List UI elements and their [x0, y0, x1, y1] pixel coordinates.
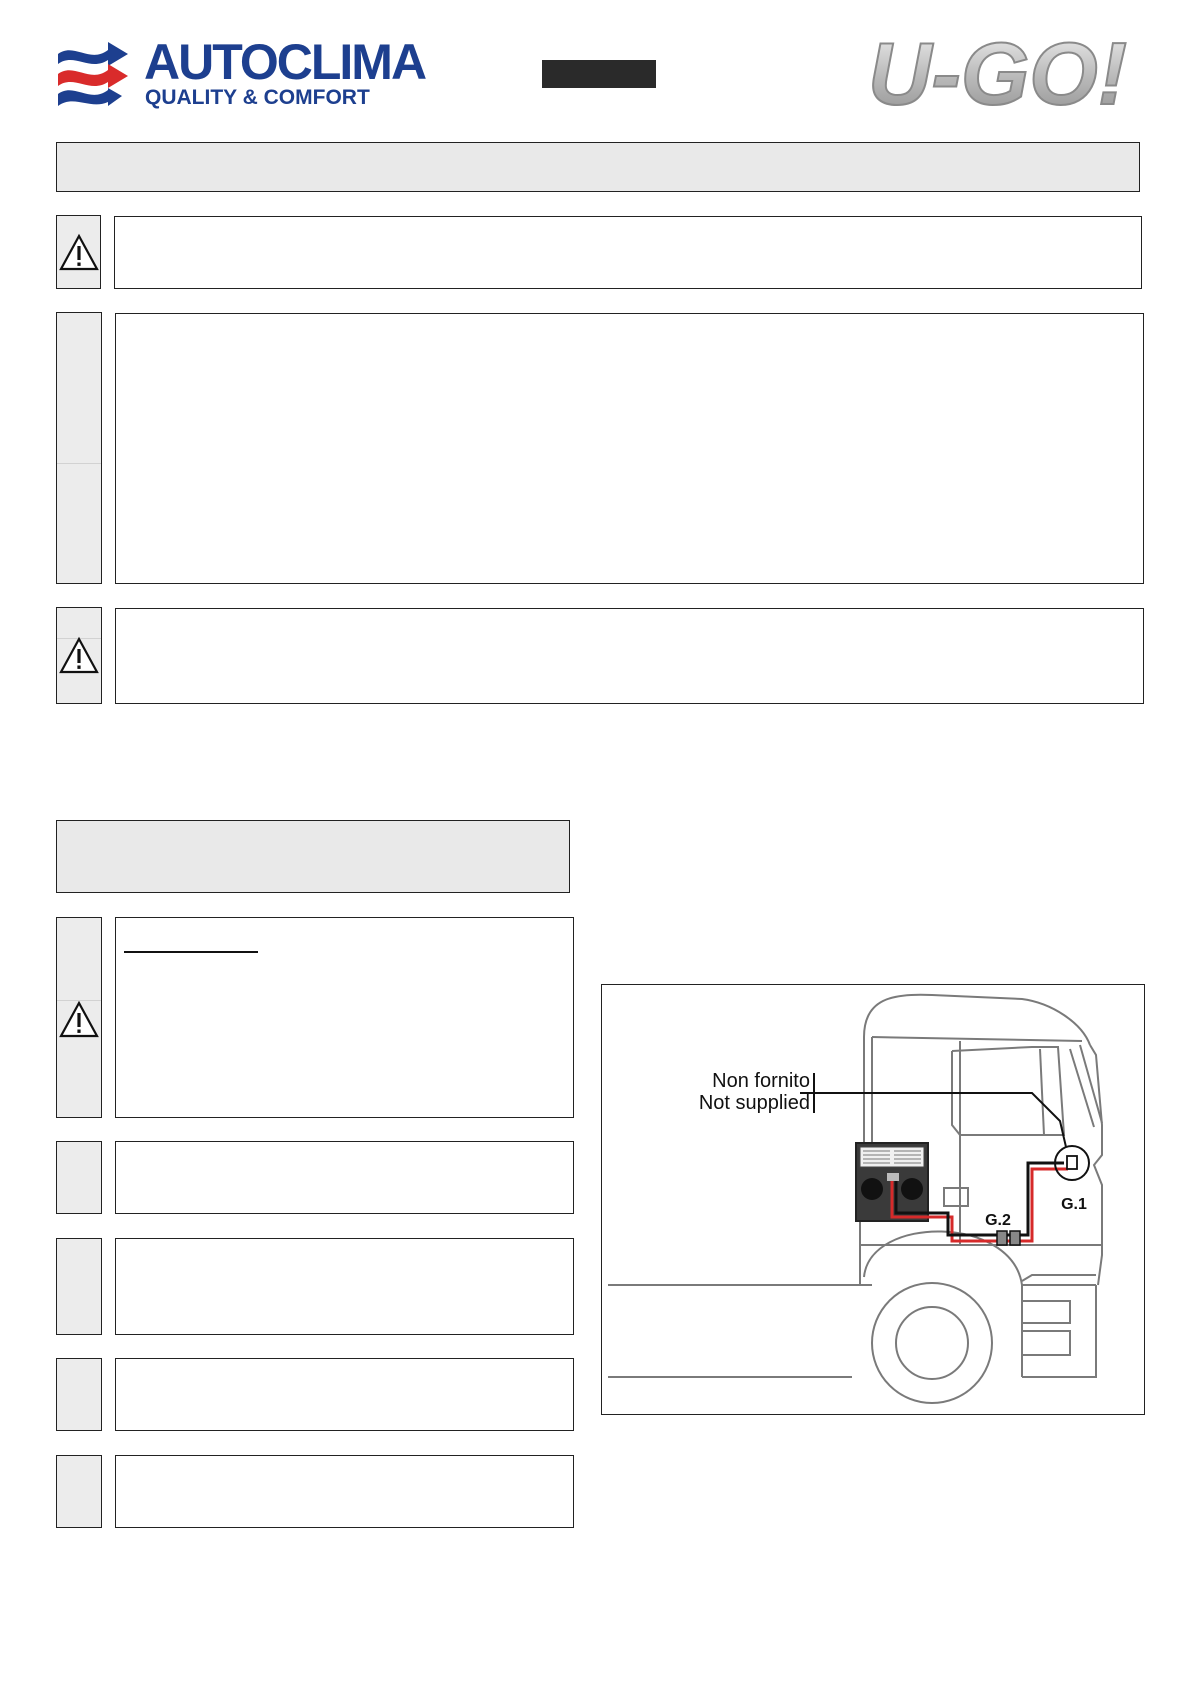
- warning-triangle-icon: [58, 1000, 100, 1040]
- warning-side-cell-1: [56, 215, 101, 289]
- side-cell-7: [56, 1358, 102, 1431]
- side-cell-2: [56, 312, 102, 584]
- label-non-fornito: Non fornito: [712, 1070, 810, 1092]
- warning-note-box-3: [115, 608, 1144, 704]
- main-content-box: [115, 313, 1144, 584]
- label-g2: G.2: [985, 1212, 1011, 1229]
- warning-side-cell-3: [56, 607, 102, 704]
- warning-triangle-icon: [58, 636, 100, 676]
- warning-side-cell-4: [56, 917, 102, 1118]
- header-black-label: [542, 60, 656, 88]
- section-title-bar: [56, 142, 1140, 192]
- section-2-title-bar: [56, 820, 570, 893]
- label-not-supplied: Not supplied: [698, 1092, 810, 1114]
- truck-wiring-diagram: [601, 984, 1145, 1415]
- side-cell-8: [56, 1455, 102, 1528]
- side-cell-2-divider: [57, 463, 101, 464]
- content-box-5: [115, 1141, 574, 1214]
- warning-note-box-1: [114, 216, 1142, 289]
- autoclima-logo: [56, 34, 426, 110]
- connector: [997, 1231, 1020, 1245]
- heading-underline: [124, 951, 258, 953]
- autoclima-waves-icon: [56, 38, 130, 108]
- ugo-logo-text: U-GO!: [868, 30, 1128, 116]
- warning-triangle-icon: [58, 233, 100, 273]
- content-box-8: [115, 1455, 574, 1528]
- component-not-supplied: [1067, 1156, 1077, 1169]
- brand-name: AUTOCLIMA: [144, 34, 426, 90]
- content-box-7: [115, 1358, 574, 1431]
- content-box-6: [115, 1238, 574, 1335]
- warning-note-box-4: [115, 917, 574, 1118]
- label-g1: G.1: [1061, 1196, 1087, 1213]
- ugo-logo: [866, 30, 1146, 116]
- side-cell-5: [56, 1141, 102, 1214]
- brand-tagline: QUALITY & COMFORT: [145, 86, 370, 109]
- leader-line: [800, 1093, 1066, 1147]
- side-cell-6: [56, 1238, 102, 1335]
